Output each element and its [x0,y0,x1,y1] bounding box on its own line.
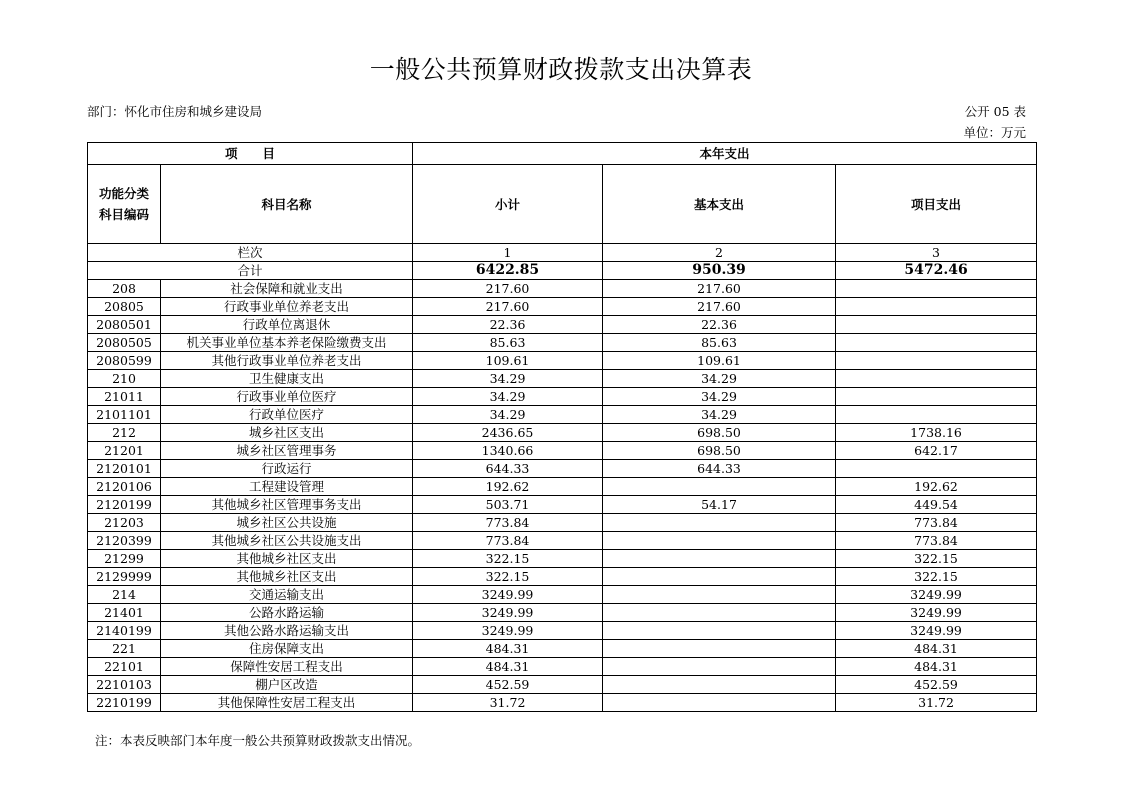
row-code: 2210103 [88,676,161,694]
row-project: 642.17 [836,442,1037,460]
row-name: 行政单位离退休 [161,316,413,334]
index-col-1: 1 [413,244,603,262]
row-subtotal: 2436.65 [413,424,603,442]
row-project: 3249.99 [836,604,1037,622]
row-code: 221 [88,640,161,658]
index-label: 栏次 [88,244,413,262]
header-name: 科目名称 [161,165,413,244]
row-basic [603,568,836,586]
row-name: 保障性安居工程支出 [161,658,413,676]
header-project: 项目支出 [836,165,1037,244]
table-row [88,460,1037,478]
row-project [836,280,1037,298]
row-project: 322.15 [836,550,1037,568]
table-row [88,334,1037,352]
total-row [88,262,1037,280]
row-basic [603,478,836,496]
row-subtotal: 503.71 [413,496,603,514]
table-row [88,532,1037,550]
row-name: 其他保障性安居工程支出 [161,694,413,712]
row-subtotal: 85.63 [413,334,603,352]
row-name: 行政事业单位医疗 [161,388,413,406]
table-row [88,496,1037,514]
table-row [88,676,1037,694]
row-basic [603,514,836,532]
row-project: 452.59 [836,676,1037,694]
row-basic [603,550,836,568]
row-project: 773.84 [836,514,1037,532]
page-title: 一般公共预算财政拨款支出决算表 [369,55,753,84]
row-subtotal: 3249.99 [413,604,603,622]
table-row [88,640,1037,658]
row-subtotal: 452.59 [413,676,603,694]
table-row [88,550,1037,568]
row-code: 21201 [88,442,161,460]
row-basic [603,658,836,676]
row-basic: 34.29 [603,388,836,406]
row-project: 322.15 [836,568,1037,586]
row-code: 2080599 [88,352,161,370]
row-project [836,388,1037,406]
row-code: 2210199 [88,694,161,712]
row-name: 其他城乡社区支出 [161,550,413,568]
table-row [88,370,1037,388]
row-subtotal: 217.60 [413,280,603,298]
row-code: 214 [88,586,161,604]
table-row [88,478,1037,496]
row-basic [603,676,836,694]
row-project: 31.72 [836,694,1037,712]
total-subtotal: 6422.85 [413,262,603,280]
row-project: 484.31 [836,640,1037,658]
row-basic: 217.60 [603,298,836,316]
row-code: 2120199 [88,496,161,514]
row-name: 住房保障支出 [161,640,413,658]
header-code [88,165,161,244]
row-basic: 34.29 [603,406,836,424]
total-project: 5472.46 [836,262,1037,280]
row-code: 2140199 [88,622,161,640]
row-basic: 217.60 [603,280,836,298]
row-basic: 109.61 [603,352,836,370]
row-subtotal: 3249.99 [413,622,603,640]
row-basic [603,640,836,658]
footnote: 注：本表反映部门本年度一般公共预算财政拨款支出情况。 [95,733,421,748]
index-col-3: 3 [836,244,1037,262]
row-code: 2129999 [88,568,161,586]
row-subtotal: 322.15 [413,550,603,568]
row-code: 22101 [88,658,161,676]
row-code: 2080505 [88,334,161,352]
table-row [88,280,1037,298]
row-project [836,406,1037,424]
row-code: 208 [88,280,161,298]
row-subtotal: 773.84 [413,514,603,532]
row-name: 城乡社区管理事务 [161,442,413,460]
table-row [88,316,1037,334]
row-subtotal: 1340.66 [413,442,603,460]
table-row [88,694,1037,712]
total-basic: 950.39 [603,262,836,280]
table-row [88,586,1037,604]
table-row [88,568,1037,586]
row-basic: 698.50 [603,424,836,442]
row-name: 城乡社区支出 [161,424,413,442]
row-code: 2120399 [88,532,161,550]
row-code: 210 [88,370,161,388]
row-code: 21203 [88,514,161,532]
row-project [836,352,1037,370]
table-row [88,424,1037,442]
unit-label: 单位：万元 [963,125,1026,140]
row-subtotal: 34.29 [413,406,603,424]
row-subtotal: 217.60 [413,298,603,316]
index-row [88,244,1037,262]
row-code: 21299 [88,550,161,568]
row-name: 卫生健康支出 [161,370,413,388]
row-basic: 644.33 [603,460,836,478]
row-name: 机关事业单位基本养老保险缴费支出 [161,334,413,352]
table-row [88,604,1037,622]
row-project: 3249.99 [836,586,1037,604]
row-subtotal: 773.84 [413,532,603,550]
row-name: 交通运输支出 [161,586,413,604]
row-name: 其他城乡社区管理事务支出 [161,496,413,514]
row-project [836,298,1037,316]
row-project [836,370,1037,388]
row-project: 192.62 [836,478,1037,496]
row-name: 工程建设管理 [161,478,413,496]
row-name: 城乡社区公共设施 [161,514,413,532]
row-subtotal: 31.72 [413,694,603,712]
row-subtotal: 484.31 [413,640,603,658]
row-project: 3249.99 [836,622,1037,640]
table-row [88,622,1037,640]
row-project [836,316,1037,334]
row-basic: 698.50 [603,442,836,460]
header-subtotal: 小计 [413,165,603,244]
row-code: 212 [88,424,161,442]
row-project: 484.31 [836,658,1037,676]
table-row [88,352,1037,370]
row-basic [603,622,836,640]
row-name: 行政单位医疗 [161,406,413,424]
table-row [88,388,1037,406]
row-basic: 54.17 [603,496,836,514]
total-label: 合计 [88,262,413,280]
table-row [88,442,1037,460]
row-subtotal: 34.29 [413,388,603,406]
row-basic: 85.63 [603,334,836,352]
row-code: 21401 [88,604,161,622]
department-label: 部门：怀化市住房和城乡建设局 [87,104,263,119]
row-project: 1738.16 [836,424,1037,442]
header-row-columns [88,165,1037,244]
row-name: 行政运行 [161,460,413,478]
header-year-expense: 本年支出 [413,143,1037,165]
row-subtotal: 484.31 [413,658,603,676]
expense-table [87,142,1037,712]
row-name: 其他城乡社区公共设施支出 [161,532,413,550]
row-code: 2080501 [88,316,161,334]
index-col-2: 2 [603,244,836,262]
row-basic: 22.36 [603,316,836,334]
row-code: 20805 [88,298,161,316]
row-name: 其他城乡社区支出 [161,568,413,586]
row-code: 2101101 [88,406,161,424]
row-name: 公路水路运输 [161,604,413,622]
row-project [836,460,1037,478]
row-name: 棚户区改造 [161,676,413,694]
row-subtotal: 109.61 [413,352,603,370]
table-row [88,658,1037,676]
row-project: 773.84 [836,532,1037,550]
row-project: 449.54 [836,496,1037,514]
row-basic [603,694,836,712]
row-subtotal: 34.29 [413,370,603,388]
table-row [88,298,1037,316]
row-name: 社会保障和就业支出 [161,280,413,298]
row-basic: 34.29 [603,370,836,388]
form-number: 公开 05 表 [964,104,1026,119]
row-subtotal: 644.33 [413,460,603,478]
row-name: 其他行政事业单位养老支出 [161,352,413,370]
row-subtotal: 192.62 [413,478,603,496]
row-basic [603,532,836,550]
row-name: 其他公路水路运输支出 [161,622,413,640]
row-code: 21011 [88,388,161,406]
header-code-line2: 科目编码 [98,207,149,222]
row-project [836,334,1037,352]
row-subtotal: 22.36 [413,316,603,334]
header-row-top [88,143,1037,165]
row-basic [603,586,836,604]
row-subtotal: 3249.99 [413,586,603,604]
header-basic: 基本支出 [603,165,836,244]
table-row [88,514,1037,532]
row-subtotal: 322.15 [413,568,603,586]
row-code: 2120101 [88,460,161,478]
table-row [88,406,1037,424]
row-name: 行政事业单位养老支出 [161,298,413,316]
header-code-line1: 功能分类 [98,186,149,201]
row-basic [603,604,836,622]
header-item: 项 目 [88,143,413,165]
row-code: 2120106 [88,478,161,496]
